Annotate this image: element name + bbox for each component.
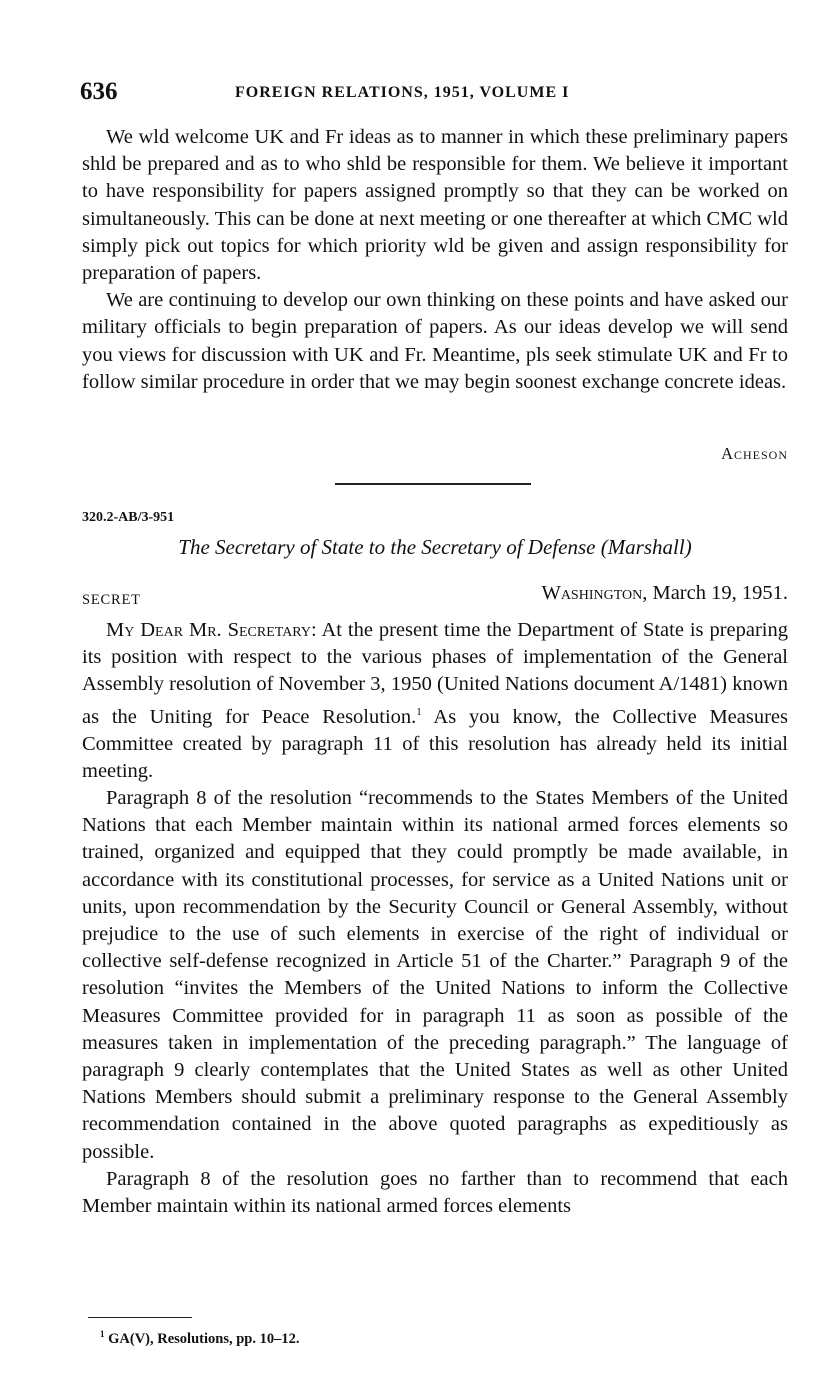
telegram-paragraph-1: We wld welcome UK and Fr ideas as to manner in which these preliminary papers shld be prepared and as to who shld be responsible for them. We believe it important to have responsibility for papers assigned promptly so that they can be worked on simultaneously. This can be done at next meeting or one thereafter at which CMC wld simply pick out topics for which priority wld be given and assign responsibility for preparation of papers. xyxy=(82,126,788,285)
document-title-text: The Secretary of State to the Secretary of Defense xyxy=(178,535,596,559)
letter-body xyxy=(82,617,788,1220)
telegram-paragraph-2: We are continuing to develop our own thinking on these points and have asked our military officials to begin preparation of papers. As our ideas develop we will send you views for discussion with UK and Fr. Meantime, pls seek stimulate UK and Fr to follow similar procedure in order that we may begin soonest exchange concrete ideas. xyxy=(82,289,788,393)
document-title-name: Marshall xyxy=(607,535,685,559)
section-divider xyxy=(335,483,531,485)
date: March 19, 1951. xyxy=(652,582,788,604)
letter-paragraph-2: Paragraph 8 of the resolution “recommends to the States Members of the United Nations that each Member maintain within its national armed forces elements so trained, organized and equipped that they could promptly be made available, in accordance with its constitutional processes, for service as a United Nations unit or units, upon recommendation by the Security Council or General Assembly, without prejudice to the use of such elements in exercise of the right of individual or collective self-defense recognized in Article 51 of the Charter.” Paragraph 9 of the resolution “invites the Members of the United Nations to inform the Collective Measures Committee provided for in paragraph 11 as soon as possible of the measures taken in implementation of the preceding paragraph.” The language of paragraph 9 clearly contemplates that the United States as well as other United Nations Members should submit a preliminary response to the General Assembly recommendation contained in the above quoted paragraphs as expeditiously as possible. xyxy=(82,787,788,1163)
place-date-line: Washington, March 19, 1951. xyxy=(541,582,788,604)
telegram-text xyxy=(82,124,788,396)
footnote-text: GA(V), Resolutions, pp. 10–12. xyxy=(108,1330,300,1347)
place: Washington xyxy=(541,582,643,604)
running-title: FOREIGN RELATIONS, 1951, VOLUME I xyxy=(235,84,570,101)
document-title: The Secretary of State to the Secretary of Defense (Marshall) xyxy=(178,535,692,559)
letter-paragraph-1-after: As you know, the Collective Measures Committee created by paragraph 11 of this resolution has already held its initial meeting. xyxy=(82,705,788,782)
footnote-reference: 1 xyxy=(416,705,422,718)
letter-paragraph-3: Paragraph 8 of the resolution goes no farther than to recommend that each Member maintain within its national armed forces elements xyxy=(82,1167,788,1218)
classification-label: SECRET xyxy=(82,592,141,608)
letter-paragraph-1-text: At the present time the Department of State is preparing its position with respect to the various phases of implementation of the General Assembly resolution of November 3, 1950 (United Nations document A/1481) known as the Uniting for Peace Resolution. xyxy=(82,619,789,728)
letter-paragraph-1 xyxy=(82,617,788,785)
page-number: 636 xyxy=(80,78,118,105)
signature-acheson: Acheson xyxy=(721,444,788,463)
salutation: My Dear Mr. Secretary: xyxy=(106,619,317,641)
file-number: 320.2-AB/3-951 xyxy=(82,510,175,525)
footnote xyxy=(100,1329,299,1348)
running-head xyxy=(80,78,790,110)
footnote-marker: 1 xyxy=(100,1329,105,1339)
footnote-rule xyxy=(88,1317,192,1318)
